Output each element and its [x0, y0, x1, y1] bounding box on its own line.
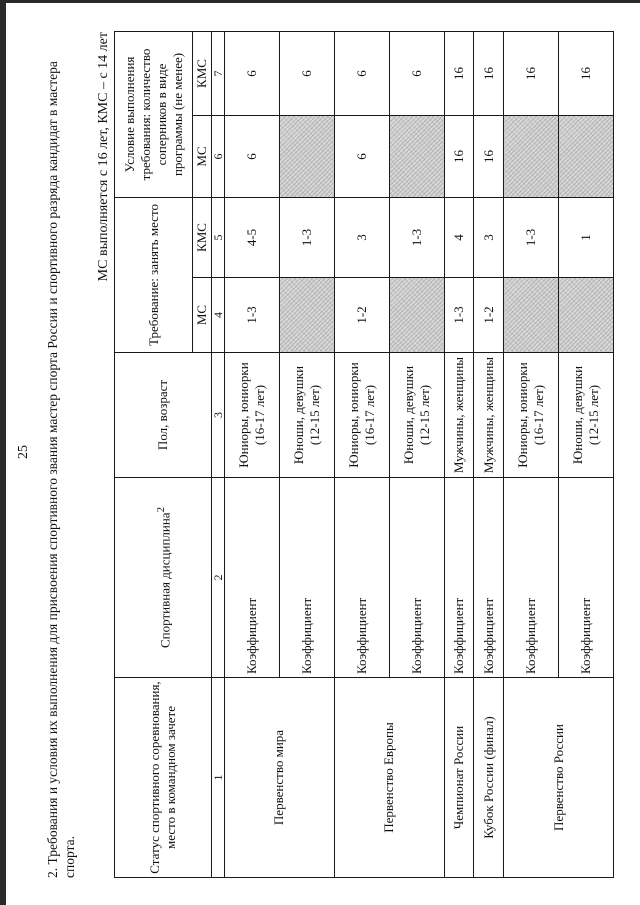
discipline-cell: Коэффициент — [225, 478, 280, 678]
place-ms-cell-shaded — [279, 278, 334, 353]
place-ms-cell-shaded — [504, 278, 559, 353]
table-row — [504, 31, 559, 877]
status-cell: Кубок России (финал) — [474, 678, 504, 878]
header-discipline — [115, 478, 212, 678]
table-row — [334, 31, 389, 877]
condition-kms-cell: 6 — [334, 31, 389, 115]
column-number: 7 — [212, 31, 225, 115]
header-ms-condition: МС — [193, 115, 212, 197]
header-kms-condition: КМС — [193, 31, 212, 115]
header-ms-place: МС — [193, 278, 212, 353]
condition-kms-cell: 16 — [444, 31, 474, 115]
discipline-cell: Коэффициент — [444, 478, 474, 678]
condition-ms-cell-shaded — [389, 115, 444, 197]
discipline-cell: Коэффициент — [474, 478, 504, 678]
place-ms-cell-shaded — [559, 278, 614, 353]
column-number: 6 — [212, 115, 225, 197]
condition-kms-cell: 6 — [389, 31, 444, 115]
age-cell: Мужчины, женщины — [474, 353, 504, 478]
scan-edge-left — [0, 0, 6, 905]
header-age: Пол, возраст — [115, 353, 212, 478]
column-number: 4 — [212, 278, 225, 353]
place-ms-cell: 1-2 — [474, 278, 504, 353]
discipline-cell: Коэффициент — [279, 478, 334, 678]
discipline-cell: Коэффициент — [334, 478, 389, 678]
place-kms-cell: 4-5 — [225, 197, 280, 277]
discipline-cell: Коэффициент — [559, 478, 614, 678]
place-kms-cell: 3 — [474, 197, 504, 277]
condition-kms-cell: 16 — [504, 31, 559, 115]
status-cell: Первенство России — [504, 678, 614, 878]
condition-ms-cell-shaded — [559, 115, 614, 197]
column-number: 3 — [212, 353, 225, 478]
header-discipline-text: Спортивная дисциплина — [157, 512, 173, 648]
age-cell: Юниоры, юниорки (16-17 лет) — [504, 353, 559, 478]
age-cell: Юниоры, юниорки (16-17 лет) — [225, 353, 280, 478]
discipline-cell: Коэффициент — [389, 478, 444, 678]
place-ms-cell: 1-2 — [334, 278, 389, 353]
section-heading: 2. Требования и условия их выполнения для присвоения спортивного звания мастер спорта России и спортивного разряда кандидат в мастера спорта. — [45, 61, 77, 878]
condition-kms-cell: 6 — [279, 31, 334, 115]
age-cell: Юноши, девушки (12-15 лет) — [389, 353, 444, 478]
header-kms-place: КМС — [193, 197, 212, 277]
condition-ms-cell: 16 — [444, 115, 474, 197]
requirements-table — [114, 31, 614, 878]
condition-kms-cell: 6 — [225, 31, 280, 115]
age-cell: Юниоры, юниорки (16-17 лет) — [334, 353, 389, 478]
table-row — [474, 31, 504, 877]
age-cell: Мужчины, женщины — [444, 353, 474, 478]
place-kms-cell: 3 — [334, 197, 389, 277]
scan-edge-top — [0, 0, 640, 3]
status-cell: Первенство мира — [225, 678, 335, 878]
age-cell: Юноши, девушки (12-15 лет) — [279, 353, 334, 478]
column-number: 2 — [212, 478, 225, 678]
column-number: 1 — [212, 678, 225, 878]
place-ms-cell: 1-3 — [225, 278, 280, 353]
condition-kms-cell: 16 — [559, 31, 614, 115]
condition-ms-cell-shaded — [279, 115, 334, 197]
age-note: МС выполняется с 16 лет, КМС – с 14 лет — [96, 32, 111, 282]
column-number: 5 — [212, 197, 225, 277]
table-row — [225, 31, 280, 877]
header-condition: Условие выполнения требования: количество соперников в виде программы (не менее) — [115, 31, 193, 197]
condition-ms-cell-shaded — [504, 115, 559, 197]
condition-kms-cell: 16 — [474, 31, 504, 115]
place-kms-cell: 4 — [444, 197, 474, 277]
place-kms-cell: 1-3 — [279, 197, 334, 277]
place-kms-cell: 1 — [559, 197, 614, 277]
rotated-content — [10, 14, 630, 890]
header-status: Статус спортивного соревнования, место в командном зачете — [115, 678, 212, 878]
age-cell: Юноши, девушки (12-15 лет) — [559, 353, 614, 478]
place-kms-cell: 1-3 — [389, 197, 444, 277]
status-cell: Первенство Европы — [334, 678, 444, 878]
condition-ms-cell: 16 — [474, 115, 504, 197]
discipline-cell: Коэффициент — [504, 478, 559, 678]
place-ms-cell-shaded — [389, 278, 444, 353]
header-requirement: Требование: занять место — [115, 197, 193, 352]
condition-ms-cell: 6 — [334, 115, 389, 197]
status-cell: Чемпионат России — [444, 678, 474, 878]
place-kms-cell: 1-3 — [504, 197, 559, 277]
condition-ms-cell: 6 — [225, 115, 280, 197]
footnote-marker: 2 — [154, 507, 167, 513]
page-number: 25 — [16, 445, 31, 459]
place-ms-cell: 1-3 — [444, 278, 474, 353]
table-row — [444, 31, 474, 877]
